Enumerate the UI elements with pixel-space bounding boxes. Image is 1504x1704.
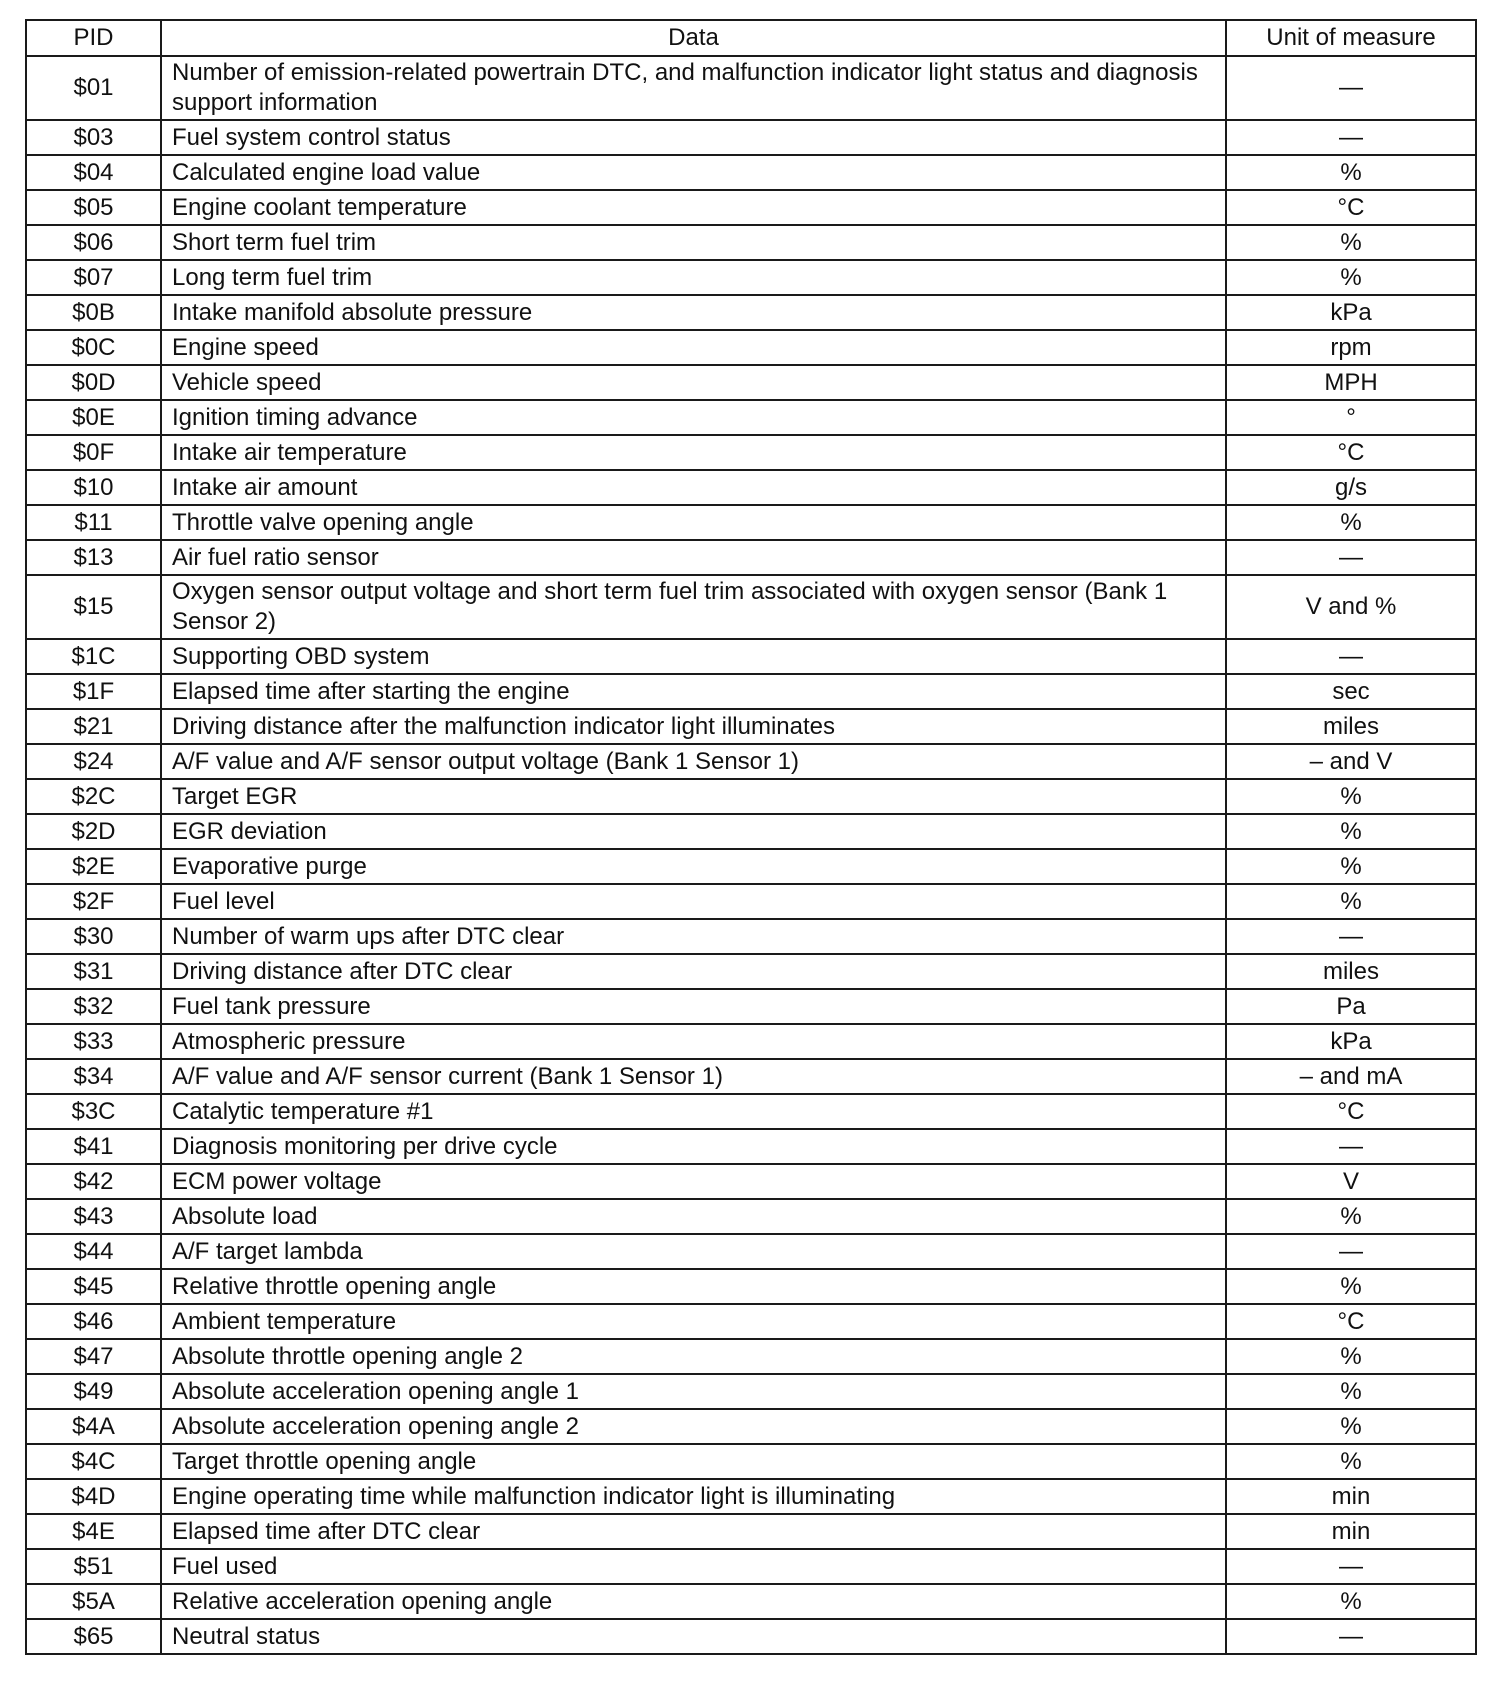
table-row xyxy=(26,1444,1476,1479)
unit-cell: kPa xyxy=(1226,1024,1476,1059)
data-cell: Driving distance after DTC clear xyxy=(161,954,1226,989)
unit-cell: % xyxy=(1226,1444,1476,1479)
data-cell: Fuel system control status xyxy=(161,120,1226,155)
unit-cell: sec xyxy=(1226,674,1476,709)
table-row xyxy=(26,674,1476,709)
table-row xyxy=(26,56,1476,120)
table-row xyxy=(26,744,1476,779)
pid-cell: $4D xyxy=(26,1479,161,1514)
table-row xyxy=(26,849,1476,884)
pid-cell: $2E xyxy=(26,849,161,884)
pid-cell: $47 xyxy=(26,1339,161,1374)
pid-cell: $2F xyxy=(26,884,161,919)
table-row xyxy=(26,1339,1476,1374)
unit-cell: miles xyxy=(1226,709,1476,744)
data-cell: Engine speed xyxy=(161,330,1226,365)
pid-cell: $1F xyxy=(26,674,161,709)
data-cell: Number of warm ups after DTC clear xyxy=(161,919,1226,954)
table-row xyxy=(26,330,1476,365)
pid-cell: $2D xyxy=(26,814,161,849)
pid-cell: $24 xyxy=(26,744,161,779)
table-row xyxy=(26,470,1476,505)
table-row xyxy=(26,1234,1476,1269)
unit-cell: % xyxy=(1226,1199,1476,1234)
unit-cell: % xyxy=(1226,849,1476,884)
table-row xyxy=(26,1304,1476,1339)
pid-cell: $1C xyxy=(26,639,161,674)
header-pid: PID xyxy=(26,20,161,56)
table-row xyxy=(26,779,1476,814)
table-row xyxy=(26,1269,1476,1304)
pid-cell: $33 xyxy=(26,1024,161,1059)
pid-cell: $4C xyxy=(26,1444,161,1479)
data-cell: Ignition timing advance xyxy=(161,400,1226,435)
pid-cell: $0B xyxy=(26,295,161,330)
unit-cell: — xyxy=(1226,1619,1476,1654)
unit-cell: – and mA xyxy=(1226,1059,1476,1094)
unit-cell: — xyxy=(1226,639,1476,674)
table-row xyxy=(26,1479,1476,1514)
data-cell: Elapsed time after starting the engine xyxy=(161,674,1226,709)
pid-cell: $65 xyxy=(26,1619,161,1654)
unit-cell: miles xyxy=(1226,954,1476,989)
unit-cell: ° xyxy=(1226,400,1476,435)
pid-cell: $0D xyxy=(26,365,161,400)
unit-cell: — xyxy=(1226,120,1476,155)
pid-cell: $51 xyxy=(26,1549,161,1584)
unit-cell: rpm xyxy=(1226,330,1476,365)
table-row xyxy=(26,1549,1476,1584)
pid-cell: $21 xyxy=(26,709,161,744)
data-cell: Long term fuel trim xyxy=(161,260,1226,295)
table-row xyxy=(26,435,1476,470)
table-row xyxy=(26,1024,1476,1059)
table-row xyxy=(26,260,1476,295)
pid-cell: $13 xyxy=(26,540,161,575)
table-row xyxy=(26,1514,1476,1549)
pid-cell: $41 xyxy=(26,1129,161,1164)
pid-cell: $06 xyxy=(26,225,161,260)
header-unit: Unit of measure xyxy=(1226,20,1476,56)
table-row xyxy=(26,989,1476,1024)
data-cell: Fuel tank pressure xyxy=(161,989,1226,1024)
data-cell: A/F value and A/F sensor current (Bank 1 Sensor 1) xyxy=(161,1059,1226,1094)
data-cell: Fuel level xyxy=(161,884,1226,919)
unit-cell: % xyxy=(1226,814,1476,849)
pid-cell: $0F xyxy=(26,435,161,470)
pid-cell: $42 xyxy=(26,1164,161,1199)
unit-cell: % xyxy=(1226,1409,1476,1444)
data-cell: Absolute acceleration opening angle 1 xyxy=(161,1374,1226,1409)
unit-cell: °C xyxy=(1226,1094,1476,1129)
pid-cell: $46 xyxy=(26,1304,161,1339)
unit-cell: % xyxy=(1226,225,1476,260)
table-row xyxy=(26,190,1476,225)
unit-cell: — xyxy=(1226,1129,1476,1164)
unit-cell: — xyxy=(1226,540,1476,575)
pid-cell: $31 xyxy=(26,954,161,989)
table-row xyxy=(26,295,1476,330)
table-body xyxy=(26,56,1476,1654)
unit-cell: V xyxy=(1226,1164,1476,1199)
data-cell: Throttle valve opening angle xyxy=(161,505,1226,540)
pid-cell: $49 xyxy=(26,1374,161,1409)
pid-cell: $32 xyxy=(26,989,161,1024)
data-cell: EGR deviation xyxy=(161,814,1226,849)
data-cell: Diagnosis monitoring per drive cycle xyxy=(161,1129,1226,1164)
data-cell: Fuel used xyxy=(161,1549,1226,1584)
unit-cell: g/s xyxy=(1226,470,1476,505)
table-row xyxy=(26,365,1476,400)
data-cell: Vehicle speed xyxy=(161,365,1226,400)
unit-cell: min xyxy=(1226,1514,1476,1549)
unit-cell: % xyxy=(1226,155,1476,190)
data-cell: Intake manifold absolute pressure xyxy=(161,295,1226,330)
pid-cell: $04 xyxy=(26,155,161,190)
unit-cell: % xyxy=(1226,1339,1476,1374)
unit-cell: — xyxy=(1226,1549,1476,1584)
table-row xyxy=(26,155,1476,190)
table-row xyxy=(26,709,1476,744)
table-row xyxy=(26,575,1476,639)
unit-cell: °C xyxy=(1226,1304,1476,1339)
data-cell: Neutral status xyxy=(161,1619,1226,1654)
unit-cell: % xyxy=(1226,505,1476,540)
table-row xyxy=(26,1374,1476,1409)
unit-cell: — xyxy=(1226,1234,1476,1269)
unit-cell: min xyxy=(1226,1479,1476,1514)
data-cell: Short term fuel trim xyxy=(161,225,1226,260)
unit-cell: Pa xyxy=(1226,989,1476,1024)
data-cell: Absolute load xyxy=(161,1199,1226,1234)
table-row xyxy=(26,639,1476,674)
header-row xyxy=(26,20,1476,56)
table-row xyxy=(26,1094,1476,1129)
pid-table-container xyxy=(25,19,1475,1655)
data-cell: A/F target lambda xyxy=(161,1234,1226,1269)
pid-cell: $3C xyxy=(26,1094,161,1129)
table-row xyxy=(26,1584,1476,1619)
pid-cell: $10 xyxy=(26,470,161,505)
unit-cell: °C xyxy=(1226,435,1476,470)
unit-cell: % xyxy=(1226,884,1476,919)
data-cell: Oxygen sensor output voltage and short term fuel trim associated with oxygen sensor (Bank 1 Sensor 2) xyxy=(161,575,1226,639)
unit-cell: % xyxy=(1226,1374,1476,1409)
unit-cell: kPa xyxy=(1226,295,1476,330)
pid-cell: $07 xyxy=(26,260,161,295)
unit-cell: % xyxy=(1226,260,1476,295)
data-cell: ECM power voltage xyxy=(161,1164,1226,1199)
data-cell: Catalytic temperature #1 xyxy=(161,1094,1226,1129)
table-row xyxy=(26,1164,1476,1199)
table-row xyxy=(26,1199,1476,1234)
unit-cell: MPH xyxy=(1226,365,1476,400)
header-data: Data xyxy=(161,20,1226,56)
data-cell: Supporting OBD system xyxy=(161,639,1226,674)
data-cell: Calculated engine load value xyxy=(161,155,1226,190)
table-row xyxy=(26,1619,1476,1654)
data-cell: Number of emission-related powertrain DTC, and malfunction indicator light status and diagnosis support information xyxy=(161,56,1226,120)
pid-cell: $03 xyxy=(26,120,161,155)
data-cell: Driving distance after the malfunction indicator light illuminates xyxy=(161,709,1226,744)
pid-cell: $11 xyxy=(26,505,161,540)
pid-cell: $4A xyxy=(26,1409,161,1444)
data-cell: Elapsed time after DTC clear xyxy=(161,1514,1226,1549)
data-cell: Air fuel ratio sensor xyxy=(161,540,1226,575)
table-row xyxy=(26,919,1476,954)
data-cell: Relative acceleration opening angle xyxy=(161,1584,1226,1619)
data-cell: Absolute throttle opening angle 2 xyxy=(161,1339,1226,1374)
table-row xyxy=(26,1059,1476,1094)
data-cell: Absolute acceleration opening angle 2 xyxy=(161,1409,1226,1444)
data-cell: Relative throttle opening angle xyxy=(161,1269,1226,1304)
table-row xyxy=(26,400,1476,435)
unit-cell: — xyxy=(1226,919,1476,954)
table-header xyxy=(26,20,1476,56)
unit-cell: V and % xyxy=(1226,575,1476,639)
table-row xyxy=(26,1129,1476,1164)
data-cell: Atmospheric pressure xyxy=(161,1024,1226,1059)
data-cell: Engine coolant temperature xyxy=(161,190,1226,225)
table-row xyxy=(26,505,1476,540)
unit-cell: – and V xyxy=(1226,744,1476,779)
pid-cell: $30 xyxy=(26,919,161,954)
pid-cell: $44 xyxy=(26,1234,161,1269)
data-cell: Ambient temperature xyxy=(161,1304,1226,1339)
table-row xyxy=(26,1409,1476,1444)
data-cell: Intake air amount xyxy=(161,470,1226,505)
pid-table xyxy=(25,19,1477,1655)
pid-cell: $0C xyxy=(26,330,161,365)
pid-cell: $45 xyxy=(26,1269,161,1304)
unit-cell: % xyxy=(1226,1584,1476,1619)
pid-cell: $34 xyxy=(26,1059,161,1094)
data-cell: Evaporative purge xyxy=(161,849,1226,884)
data-cell: Engine operating time while malfunction indicator light is illuminating xyxy=(161,1479,1226,1514)
data-cell: Target throttle opening angle xyxy=(161,1444,1226,1479)
table-row xyxy=(26,954,1476,989)
unit-cell: °C xyxy=(1226,190,1476,225)
pid-cell: $4E xyxy=(26,1514,161,1549)
table-row xyxy=(26,120,1476,155)
pid-cell: $15 xyxy=(26,575,161,639)
pid-cell: $01 xyxy=(26,56,161,120)
table-row xyxy=(26,814,1476,849)
table-row xyxy=(26,540,1476,575)
unit-cell: % xyxy=(1226,1269,1476,1304)
pid-cell: $43 xyxy=(26,1199,161,1234)
pid-cell: $2C xyxy=(26,779,161,814)
data-cell: A/F value and A/F sensor output voltage (Bank 1 Sensor 1) xyxy=(161,744,1226,779)
table-row xyxy=(26,225,1476,260)
pid-cell: $05 xyxy=(26,190,161,225)
data-cell: Intake air temperature xyxy=(161,435,1226,470)
table-row xyxy=(26,884,1476,919)
data-cell: Target EGR xyxy=(161,779,1226,814)
unit-cell: % xyxy=(1226,779,1476,814)
pid-cell: $0E xyxy=(26,400,161,435)
unit-cell: — xyxy=(1226,56,1476,120)
pid-cell: $5A xyxy=(26,1584,161,1619)
